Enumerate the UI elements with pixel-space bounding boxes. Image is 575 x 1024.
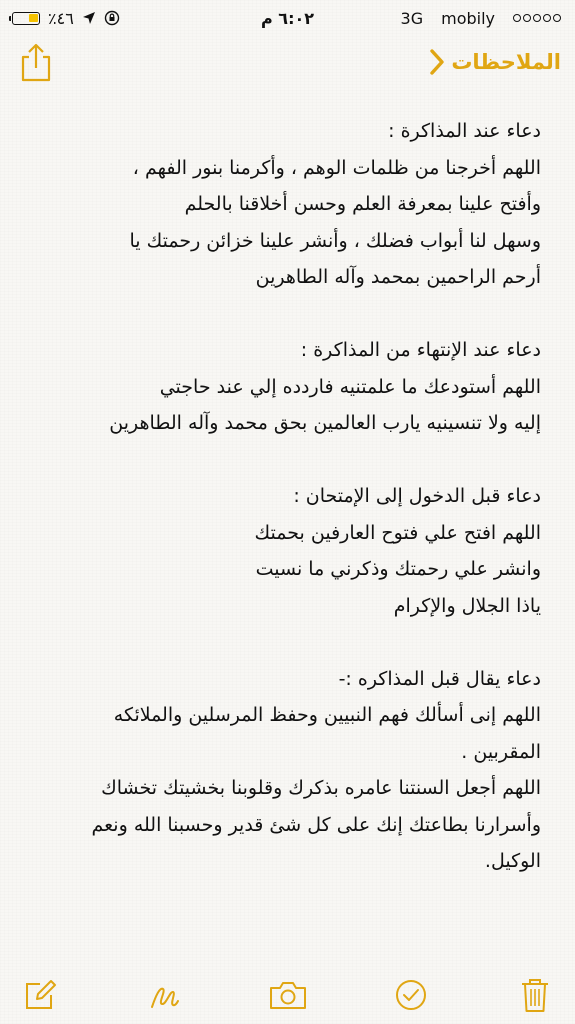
note-line: الوكيل. bbox=[484, 850, 541, 872]
note-line: إليه ولا تنسينيه يارب العالمين بحق محمد وآله الطاهرين bbox=[109, 412, 541, 434]
signal-strength-icon bbox=[513, 14, 561, 22]
note-line: وأفتح علينا بمعرفة العلم وحسن أخلاقنا بالحلم bbox=[184, 193, 541, 215]
signal-dot bbox=[523, 14, 531, 22]
bottom-toolbar bbox=[0, 966, 575, 1024]
battery-percent: ٪٤٦ bbox=[48, 8, 74, 28]
signal-dot bbox=[543, 14, 551, 22]
note-paragraph bbox=[30, 478, 541, 624]
trash-icon bbox=[520, 977, 550, 1013]
note-line: وسهل لنا أبواب فضلك ، وأنشر علينا خزائن رحمتك يا bbox=[129, 229, 541, 252]
back-button[interactable] bbox=[429, 42, 561, 82]
status-right bbox=[401, 9, 561, 28]
share-button[interactable] bbox=[18, 42, 54, 82]
carrier-name: mobily bbox=[441, 8, 495, 28]
delete-button[interactable] bbox=[513, 973, 557, 1017]
status-bar bbox=[0, 0, 575, 36]
note-body[interactable] bbox=[30, 113, 541, 916]
note-line: وانشر علي رحمتك وذكرني ما نسيت bbox=[255, 558, 541, 580]
compose-icon bbox=[23, 978, 57, 1012]
share-icon bbox=[18, 42, 54, 82]
pen-squiggle-icon bbox=[147, 978, 181, 1012]
note-paragraph bbox=[30, 113, 541, 296]
status-left bbox=[12, 9, 120, 28]
back-label: الملاحظات bbox=[451, 50, 561, 74]
battery-fill bbox=[29, 14, 38, 22]
note-line: دعاء قبل الدخول إلى الإمتحان : bbox=[293, 485, 541, 507]
note-line: المقربين . bbox=[461, 740, 541, 763]
signal-dot bbox=[533, 14, 541, 22]
checkmark-circle-icon bbox=[394, 978, 428, 1012]
sketch-button[interactable] bbox=[142, 973, 186, 1017]
camera-icon bbox=[268, 978, 308, 1012]
note-line: اللهم إنى أسألك فهم النبيين وحفظ المرسلين والملائكه bbox=[113, 704, 541, 726]
compose-button[interactable] bbox=[18, 973, 62, 1017]
note-line: أرحم الراحمين بمحمد وآله الطاهرين bbox=[255, 266, 541, 288]
note-line: ياذا الجلال والإكرام bbox=[393, 594, 541, 617]
signal-dot bbox=[553, 14, 561, 22]
signal-dot bbox=[513, 14, 521, 22]
camera-button[interactable] bbox=[266, 973, 310, 1017]
note-line: دعاء عند الإنتهاء من المذاكرة : bbox=[300, 339, 541, 361]
navigation-bar bbox=[0, 36, 575, 88]
network-type: 3G bbox=[400, 8, 424, 28]
location-arrow-icon bbox=[82, 11, 96, 25]
note-line: دعاء يقال قبل المذاكره :- bbox=[338, 667, 541, 690]
checklist-button[interactable] bbox=[389, 973, 433, 1017]
note-line: اللهم أستودعك ما علمتنيه فاردده إلي عند حاجتي bbox=[159, 375, 541, 398]
chevron-right-icon bbox=[429, 48, 445, 76]
note-paragraph bbox=[30, 332, 541, 442]
note-line: اللهم أجعل السنتنا عامره بذكرك وقلوبنا بخشيتك تخشاك bbox=[101, 777, 541, 799]
note-line: اللهم افتح علي فتوح العارفين بحمتك bbox=[254, 521, 541, 544]
status-time: ٦:٠٢ م bbox=[261, 8, 314, 28]
orientation-lock-icon bbox=[104, 10, 120, 26]
note-line: اللهم أخرجنا من ظلمات الوهم ، وأكرمنا بنور الفهم ، bbox=[132, 156, 541, 179]
note-paragraph bbox=[30, 661, 541, 880]
note-line: دعاء عند المذاكرة : bbox=[388, 120, 541, 142]
battery-icon bbox=[12, 12, 40, 25]
note-line: وأسرارنا بطاعتك إنك على كل شئ قدير وحسبنا الله ونعم bbox=[91, 813, 541, 836]
